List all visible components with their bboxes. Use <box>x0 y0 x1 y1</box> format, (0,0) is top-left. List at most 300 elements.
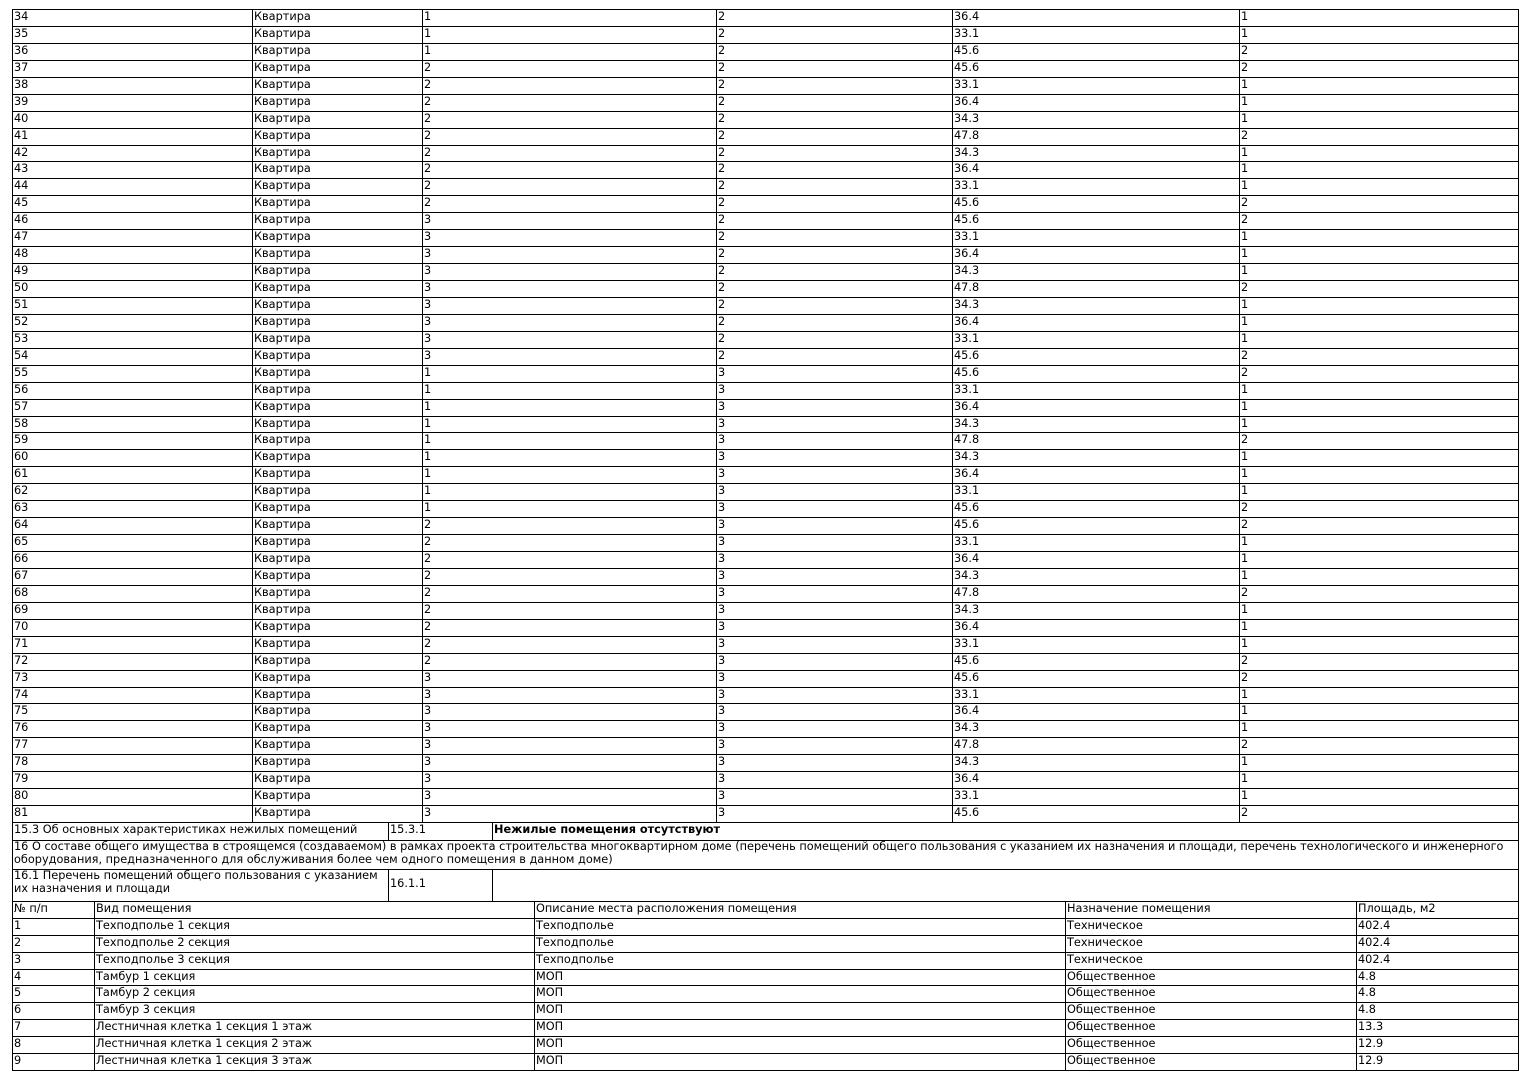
section-16-1-table <box>12 869 1519 902</box>
room-kind: Тамбур 2 секция <box>95 986 535 1003</box>
apartment-section: 2 <box>423 162 717 179</box>
apartment-rooms: 1 <box>1240 247 1519 264</box>
header-area: Площадь, м2 <box>1357 902 1519 919</box>
apartment-floor: 2 <box>717 179 953 196</box>
room-number: 4 <box>13 969 95 986</box>
header-purpose: Назначение помещения <box>1066 902 1357 919</box>
apartment-floor: 3 <box>717 365 953 382</box>
room-kind: Техподполье 3 секция <box>95 952 535 969</box>
apartment-number: 64 <box>13 518 253 535</box>
apartment-type: Квартира <box>253 552 423 569</box>
room-area: 402.4 <box>1357 952 1519 969</box>
apartment-type: Квартира <box>253 416 423 433</box>
table-row <box>13 94 1519 111</box>
apartment-type: Квартира <box>253 704 423 721</box>
apartment-area: 36.4 <box>953 94 1240 111</box>
apartment-area: 45.6 <box>953 806 1240 823</box>
table-row <box>13 399 1519 416</box>
apartment-section: 1 <box>423 10 717 27</box>
apartment-rooms: 1 <box>1240 789 1519 806</box>
apartment-type: Квартира <box>253 111 423 128</box>
apartment-area: 36.4 <box>953 619 1240 636</box>
apartment-floor: 3 <box>717 687 953 704</box>
apartment-area: 36.4 <box>953 162 1240 179</box>
apartment-area: 45.6 <box>953 348 1240 365</box>
table-row <box>13 501 1519 518</box>
apartment-area: 34.3 <box>953 264 1240 281</box>
apartment-number: 55 <box>13 365 253 382</box>
room-purpose: Общественное <box>1066 1020 1357 1037</box>
apartment-type: Квартира <box>253 60 423 77</box>
table-row <box>13 60 1519 77</box>
apartment-area: 34.3 <box>953 145 1240 162</box>
table-row <box>13 789 1519 806</box>
apartment-section: 1 <box>423 399 717 416</box>
apartment-section: 2 <box>423 653 717 670</box>
apartment-section: 2 <box>423 636 717 653</box>
apartment-number: 78 <box>13 755 253 772</box>
apartment-area: 47.8 <box>953 585 1240 602</box>
apartment-area: 36.4 <box>953 772 1240 789</box>
apartment-rooms: 2 <box>1240 365 1519 382</box>
table-row <box>13 26 1519 43</box>
apartment-type: Квартира <box>253 43 423 60</box>
apartment-area: 34.3 <box>953 111 1240 128</box>
apartment-section: 3 <box>423 264 717 281</box>
apartment-rooms: 1 <box>1240 10 1519 27</box>
common-rooms-table <box>12 901 1519 1071</box>
apartment-number: 61 <box>13 467 253 484</box>
apartment-rooms: 1 <box>1240 111 1519 128</box>
apartment-number: 45 <box>13 196 253 213</box>
apartment-section: 2 <box>423 518 717 535</box>
table-row <box>13 213 1519 230</box>
apartment-type: Квартира <box>253 179 423 196</box>
room-number: 5 <box>13 986 95 1003</box>
room-location: МОП <box>535 1037 1066 1054</box>
room-purpose: Общественное <box>1066 1037 1357 1054</box>
table-row <box>13 518 1519 535</box>
apartment-floor: 2 <box>717 162 953 179</box>
apartment-floor: 3 <box>717 535 953 552</box>
apartment-number: 38 <box>13 77 253 94</box>
apartment-section: 2 <box>423 552 717 569</box>
apartment-area: 33.1 <box>953 26 1240 43</box>
apartment-number: 70 <box>13 619 253 636</box>
apartment-section: 1 <box>423 43 717 60</box>
apartment-area: 45.6 <box>953 518 1240 535</box>
apartment-rooms: 1 <box>1240 568 1519 585</box>
apartment-floor: 3 <box>717 518 953 535</box>
apartments-table-body <box>13 10 1519 823</box>
apartment-number: 49 <box>13 264 253 281</box>
apartment-rooms: 1 <box>1240 331 1519 348</box>
apartment-floor: 3 <box>717 585 953 602</box>
apartment-type: Квартира <box>253 94 423 111</box>
apartment-floor: 3 <box>717 619 953 636</box>
table-row <box>13 1054 1519 1071</box>
table-row <box>13 585 1519 602</box>
apartment-floor: 3 <box>717 704 953 721</box>
apartment-number: 68 <box>13 585 253 602</box>
apartment-type: Квартира <box>253 772 423 789</box>
apartment-rooms: 1 <box>1240 399 1519 416</box>
apartment-section: 3 <box>423 230 717 247</box>
header-num: № п/п <box>13 902 95 919</box>
table-row <box>13 382 1519 399</box>
table-row <box>13 918 1519 935</box>
apartment-rooms: 1 <box>1240 467 1519 484</box>
table-row <box>13 281 1519 298</box>
table-row <box>13 721 1519 738</box>
apartment-rooms: 2 <box>1240 585 1519 602</box>
apartment-section: 2 <box>423 94 717 111</box>
apartment-floor: 2 <box>717 297 953 314</box>
common-rooms-table-body <box>13 918 1519 1070</box>
apartment-section: 2 <box>423 619 717 636</box>
apartment-number: 51 <box>13 297 253 314</box>
apartment-floor: 3 <box>717 670 953 687</box>
apartment-number: 50 <box>13 281 253 298</box>
apartment-area: 33.1 <box>953 636 1240 653</box>
apartment-rooms: 1 <box>1240 382 1519 399</box>
apartment-type: Квартира <box>253 670 423 687</box>
apartment-type: Квартира <box>253 281 423 298</box>
apartment-type: Квартира <box>253 602 423 619</box>
section-15-3-value: Нежилые помещения отсутствуют <box>493 823 1519 841</box>
room-location: Техподполье <box>535 918 1066 935</box>
apartment-type: Квартира <box>253 721 423 738</box>
room-number: 3 <box>13 952 95 969</box>
apartment-floor: 3 <box>717 806 953 823</box>
apartment-number: 59 <box>13 433 253 450</box>
apartment-type: Квартира <box>253 382 423 399</box>
table-row <box>13 145 1519 162</box>
table-row <box>13 952 1519 969</box>
apartment-floor: 2 <box>717 111 953 128</box>
apartment-section: 3 <box>423 281 717 298</box>
apartment-area: 45.6 <box>953 653 1240 670</box>
apartment-rooms: 1 <box>1240 535 1519 552</box>
apartment-section: 3 <box>423 687 717 704</box>
apartment-area: 36.4 <box>953 704 1240 721</box>
apartment-area: 33.1 <box>953 535 1240 552</box>
apartment-type: Квартира <box>253 230 423 247</box>
room-purpose: Общественное <box>1066 969 1357 986</box>
apartment-floor: 3 <box>717 636 953 653</box>
room-location: МОП <box>535 1020 1066 1037</box>
apartment-number: 74 <box>13 687 253 704</box>
apartment-floor: 2 <box>717 247 953 264</box>
apartment-rooms: 1 <box>1240 145 1519 162</box>
room-area: 12.9 <box>1357 1037 1519 1054</box>
table-row <box>13 772 1519 789</box>
table-row <box>13 619 1519 636</box>
apartment-section: 2 <box>423 77 717 94</box>
apartment-number: 48 <box>13 247 253 264</box>
apartment-area: 45.6 <box>953 501 1240 518</box>
apartment-area: 45.6 <box>953 60 1240 77</box>
apartment-rooms: 1 <box>1240 179 1519 196</box>
apartment-floor: 3 <box>717 653 953 670</box>
room-area: 4.8 <box>1357 969 1519 986</box>
apartment-area: 34.3 <box>953 416 1240 433</box>
apartment-number: 52 <box>13 314 253 331</box>
apartment-area: 34.3 <box>953 568 1240 585</box>
table-row <box>13 314 1519 331</box>
room-area: 13.3 <box>1357 1020 1519 1037</box>
room-kind: Тамбур 1 секция <box>95 969 535 986</box>
table-row <box>13 433 1519 450</box>
header-location: Описание места расположения помещения <box>535 902 1066 919</box>
apartment-type: Квартира <box>253 247 423 264</box>
table-row <box>13 806 1519 823</box>
apartment-section: 2 <box>423 60 717 77</box>
apartment-section: 3 <box>423 213 717 230</box>
apartment-section: 3 <box>423 348 717 365</box>
apartment-number: 67 <box>13 568 253 585</box>
apartment-floor: 3 <box>717 484 953 501</box>
apartment-number: 65 <box>13 535 253 552</box>
apartment-type: Квартира <box>253 10 423 27</box>
apartment-rooms: 1 <box>1240 450 1519 467</box>
apartment-type: Квартира <box>253 365 423 382</box>
apartment-number: 76 <box>13 721 253 738</box>
apartment-type: Квартира <box>253 128 423 145</box>
apartment-area: 45.6 <box>953 213 1240 230</box>
table-row <box>13 111 1519 128</box>
apartment-area: 36.4 <box>953 399 1240 416</box>
apartment-type: Квартира <box>253 145 423 162</box>
apartment-section: 1 <box>423 467 717 484</box>
apartment-floor: 2 <box>717 77 953 94</box>
apartment-section: 3 <box>423 704 717 721</box>
apartment-rooms: 1 <box>1240 416 1519 433</box>
apartment-floor: 3 <box>717 433 953 450</box>
apartment-type: Квартира <box>253 789 423 806</box>
apartment-section: 1 <box>423 433 717 450</box>
section-15-3-table <box>12 822 1519 870</box>
section-16-1-row <box>13 870 1519 902</box>
table-row <box>13 935 1519 952</box>
table-row <box>13 416 1519 433</box>
apartment-type: Квартира <box>253 585 423 602</box>
table-row <box>13 1003 1519 1020</box>
apartment-number: 47 <box>13 230 253 247</box>
section-15-3-label: 15.3 Об основных характеристиках нежилых помещений <box>13 823 389 841</box>
apartment-area: 47.8 <box>953 433 1240 450</box>
apartment-number: 81 <box>13 806 253 823</box>
apartment-type: Квартира <box>253 484 423 501</box>
apartment-rooms: 1 <box>1240 264 1519 281</box>
apartment-area: 36.4 <box>953 247 1240 264</box>
apartment-floor: 2 <box>717 314 953 331</box>
apartment-type: Квартира <box>253 636 423 653</box>
apartment-type: Квартира <box>253 568 423 585</box>
table-row <box>13 552 1519 569</box>
apartment-type: Квартира <box>253 619 423 636</box>
apartment-number: 62 <box>13 484 253 501</box>
table-row <box>13 331 1519 348</box>
apartment-floor: 3 <box>717 416 953 433</box>
apartment-area: 47.8 <box>953 281 1240 298</box>
apartment-floor: 2 <box>717 281 953 298</box>
apartment-type: Квартира <box>253 806 423 823</box>
apartment-type: Квартира <box>253 26 423 43</box>
room-area: 12.9 <box>1357 1054 1519 1071</box>
apartment-rooms: 1 <box>1240 94 1519 111</box>
apartment-area: 34.3 <box>953 297 1240 314</box>
room-location: Техподполье <box>535 935 1066 952</box>
apartment-floor: 2 <box>717 196 953 213</box>
table-row <box>13 450 1519 467</box>
apartment-area: 36.4 <box>953 552 1240 569</box>
apartment-number: 37 <box>13 60 253 77</box>
apartment-number: 54 <box>13 348 253 365</box>
apartment-number: 43 <box>13 162 253 179</box>
apartment-area: 45.6 <box>953 670 1240 687</box>
apartment-section: 2 <box>423 196 717 213</box>
apartment-floor: 2 <box>717 213 953 230</box>
apartment-section: 3 <box>423 721 717 738</box>
apartment-rooms: 1 <box>1240 314 1519 331</box>
apartment-section: 1 <box>423 484 717 501</box>
apartment-number: 57 <box>13 399 253 416</box>
apartment-type: Квартира <box>253 77 423 94</box>
apartment-rooms: 1 <box>1240 687 1519 704</box>
apartment-floor: 3 <box>717 399 953 416</box>
apartment-floor: 3 <box>717 467 953 484</box>
room-area: 402.4 <box>1357 935 1519 952</box>
apartment-number: 40 <box>13 111 253 128</box>
room-area: 402.4 <box>1357 918 1519 935</box>
apartment-section: 1 <box>423 26 717 43</box>
apartment-rooms: 2 <box>1240 738 1519 755</box>
apartment-floor: 2 <box>717 128 953 145</box>
apartment-rooms: 1 <box>1240 602 1519 619</box>
room-kind: Тамбур 3 секция <box>95 1003 535 1020</box>
apartment-rooms: 2 <box>1240 806 1519 823</box>
apartment-section: 1 <box>423 501 717 518</box>
apartment-number: 34 <box>13 10 253 27</box>
apartment-rooms: 2 <box>1240 43 1519 60</box>
room-kind: Лестничная клетка 1 секция 3 этаж <box>95 1054 535 1071</box>
apartment-type: Квартира <box>253 399 423 416</box>
apartment-section: 3 <box>423 738 717 755</box>
apartment-floor: 2 <box>717 43 953 60</box>
apartment-number: 56 <box>13 382 253 399</box>
apartment-section: 3 <box>423 331 717 348</box>
apartment-area: 33.1 <box>953 77 1240 94</box>
apartment-area: 34.3 <box>953 721 1240 738</box>
table-row <box>13 264 1519 281</box>
apartment-type: Квартира <box>253 653 423 670</box>
table-row <box>13 755 1519 772</box>
room-kind: Техподполье 2 секция <box>95 935 535 952</box>
room-number: 6 <box>13 1003 95 1020</box>
apartment-number: 58 <box>13 416 253 433</box>
apartment-number: 41 <box>13 128 253 145</box>
room-location: МОП <box>535 986 1066 1003</box>
apartment-type: Квартира <box>253 450 423 467</box>
apartment-area: 45.6 <box>953 196 1240 213</box>
room-number: 1 <box>13 918 95 935</box>
table-row <box>13 687 1519 704</box>
apartment-floor: 3 <box>717 568 953 585</box>
apartment-rooms: 1 <box>1240 636 1519 653</box>
apartment-type: Квартира <box>253 535 423 552</box>
room-purpose: Общественное <box>1066 1054 1357 1071</box>
apartment-number: 53 <box>13 331 253 348</box>
apartment-floor: 3 <box>717 552 953 569</box>
apartment-type: Квартира <box>253 501 423 518</box>
room-number: 7 <box>13 1020 95 1037</box>
room-number: 8 <box>13 1037 95 1054</box>
apartment-section: 2 <box>423 585 717 602</box>
apartment-area: 36.4 <box>953 467 1240 484</box>
section-15-3-code: 15.3.1 <box>389 823 493 841</box>
apartment-rooms: 2 <box>1240 670 1519 687</box>
apartment-section: 2 <box>423 145 717 162</box>
apartment-number: 73 <box>13 670 253 687</box>
apartment-rooms: 2 <box>1240 501 1519 518</box>
apartment-section: 3 <box>423 806 717 823</box>
apartment-number: 71 <box>13 636 253 653</box>
apartment-section: 3 <box>423 670 717 687</box>
apartment-floor: 2 <box>717 230 953 247</box>
room-location: МОП <box>535 969 1066 986</box>
room-number: 9 <box>13 1054 95 1071</box>
apartment-number: 77 <box>13 738 253 755</box>
room-kind: Лестничная клетка 1 секция 2 этаж <box>95 1037 535 1054</box>
apartment-number: 42 <box>13 145 253 162</box>
section-16-1-code: 16.1.1 <box>389 870 493 902</box>
apartment-floor: 3 <box>717 738 953 755</box>
section-15-3-row <box>13 823 1519 841</box>
apartment-rooms: 2 <box>1240 128 1519 145</box>
room-area: 4.8 <box>1357 1003 1519 1020</box>
apartment-area: 33.1 <box>953 331 1240 348</box>
apartment-section: 2 <box>423 535 717 552</box>
apartment-number: 63 <box>13 501 253 518</box>
apartment-rooms: 1 <box>1240 162 1519 179</box>
apartment-section: 3 <box>423 314 717 331</box>
apartment-floor: 3 <box>717 602 953 619</box>
table-row <box>13 969 1519 986</box>
table-row <box>13 704 1519 721</box>
apartment-rooms: 1 <box>1240 721 1519 738</box>
apartment-rooms: 2 <box>1240 196 1519 213</box>
room-purpose: Общественное <box>1066 986 1357 1003</box>
table-row <box>13 467 1519 484</box>
apartment-floor: 3 <box>717 755 953 772</box>
apartment-rooms: 1 <box>1240 26 1519 43</box>
apartment-rooms: 1 <box>1240 484 1519 501</box>
apartment-floor: 2 <box>717 264 953 281</box>
apartment-type: Квартира <box>253 433 423 450</box>
apartment-type: Квартира <box>253 738 423 755</box>
table-row <box>13 653 1519 670</box>
apartment-section: 2 <box>423 568 717 585</box>
apartment-section: 3 <box>423 247 717 264</box>
apartment-rooms: 1 <box>1240 230 1519 247</box>
apartment-area: 47.8 <box>953 128 1240 145</box>
table-row <box>13 77 1519 94</box>
table-row <box>13 43 1519 60</box>
apartment-number: 44 <box>13 179 253 196</box>
apartment-rooms: 1 <box>1240 772 1519 789</box>
apartment-section: 3 <box>423 789 717 806</box>
